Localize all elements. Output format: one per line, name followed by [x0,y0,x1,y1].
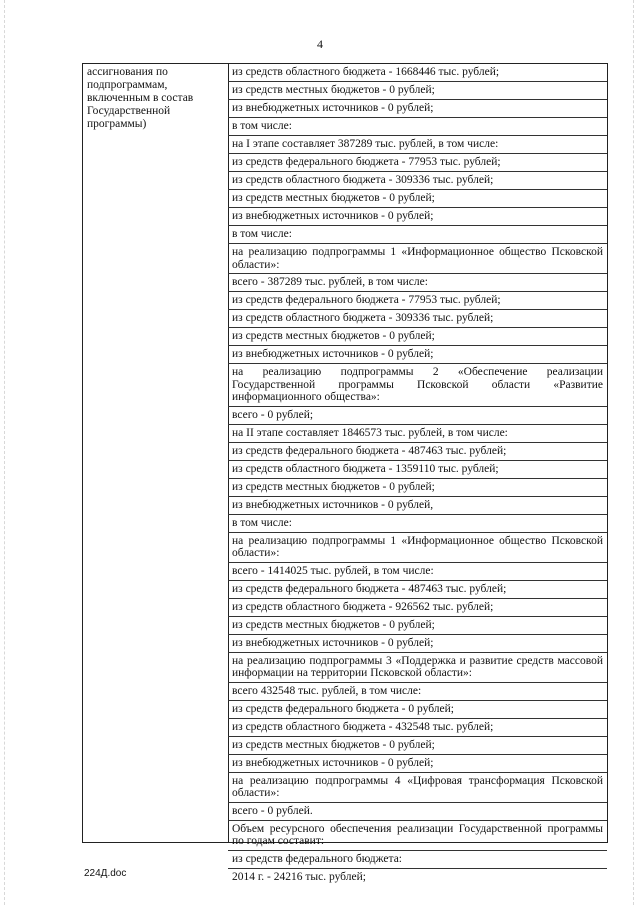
table-line: 2014 г. - 24216 тыс. рублей; [232,870,366,883]
right-cell-lines [228,64,607,886]
table-line: из средств федерального бюджета - 0 рублей; [228,701,607,719]
table-line: из средств местных бюджетов - 0 рублей; [228,617,607,635]
table-line: из средств федерального бюджета: [228,851,607,869]
table-line: из средств областного бюджета - 926562 тыс. рублей; [228,599,607,617]
table-line: из средств федерального бюджета - 77953 тыс. рублей; [228,292,607,310]
table-line: из внебюджетных источников - 0 рублей; [228,208,607,226]
table-line: на I этапе составляет 387289 тыс. рублей, в том числе: [228,136,607,154]
table-line: из внебюджетных источников - 0 рублей; [228,635,607,653]
table-line: на реализацию подпрограммы 4 «Цифровая трансформация Псковской области»: [228,773,607,803]
table-line: из средств областного бюджета - 309336 тыс. рублей; [228,310,607,328]
table-line: из внебюджетных источников - 0 рублей; [228,755,607,773]
right-scan-edge [633,0,634,905]
table-line: всего - 1414025 тыс. рублей, в том числе: [228,563,607,581]
table-line: из внебюджетных источников - 0 рублей; [228,100,607,118]
table-line: из средств местных бюджетов - 0 рублей; [228,328,607,346]
table-line: на реализацию подпрограммы 1 «Информационное общество Псковской области»: [228,244,607,274]
table-line: на II этапе составляет 1846573 тыс. рублей, в том числе: [228,425,607,443]
table-line: из средств областного бюджета - 1668446 тыс. рублей; [228,64,607,82]
table-line: Объем ресурсного обеспечения реализации Государственной программы по годам составит: [228,821,607,851]
table-line: в том числе: [228,515,607,533]
table-line: на реализацию подпрограммы 1 «Информационное общество Псковской области»: [228,533,607,563]
left-scan-edge [4,0,5,905]
table-line: из внебюджетных источников - 0 рублей, [228,497,607,515]
table-line: из средств местных бюджетов - 0 рублей; [228,190,607,208]
table-line: из средств местных бюджетов - 0 рублей; [228,479,607,497]
table-line: из средств областного бюджета - 432548 тыс. рублей; [228,719,607,737]
table-line: на реализацию подпрограммы 2 «Обеспечение реализации Государственной программы Псковской области «Развитие информационного общества»: [228,364,607,407]
table-line: из внебюджетных источников - 0 рублей; [228,346,607,364]
table-line: на реализацию подпрограммы 3 «Поддержка и развитие средств массовой информации на территории Псковской области»: [228,653,607,683]
table-line: из средств местных бюджетов - 0 рублей; [228,737,607,755]
table-line: в том числе: [228,118,607,136]
page-number: 4 [317,37,323,51]
table-line: из средств федерального бюджета - 487463 тыс. рублей; [228,581,607,599]
table-line: из средств областного бюджета - 309336 тыс. рублей; [228,172,607,190]
table-line: всего - 387289 тыс. рублей, в том числе: [228,274,607,292]
file-name-footer: 224Д.doc [84,868,127,879]
table-line: из средств областного бюджета - 1359110 тыс. рублей; [228,461,607,479]
table-line: всего - 0 рублей; [228,407,607,425]
table-line: из средств федерального бюджета - 77953 тыс. рублей; [228,154,607,172]
table-line: из средств федерального бюджета - 487463 тыс. рублей; [228,443,607,461]
table-line: в том числе: [228,226,607,244]
table-line: всего - 0 рублей. [228,803,607,821]
table-line: из средств местных бюджетов - 0 рублей; [228,82,607,100]
table-line: всего 432548 тыс. рублей, в том числе: [228,683,607,701]
left-cell-label: ассигнования по подпрограммам, включенным в состав Государственной программы) [87,66,194,130]
